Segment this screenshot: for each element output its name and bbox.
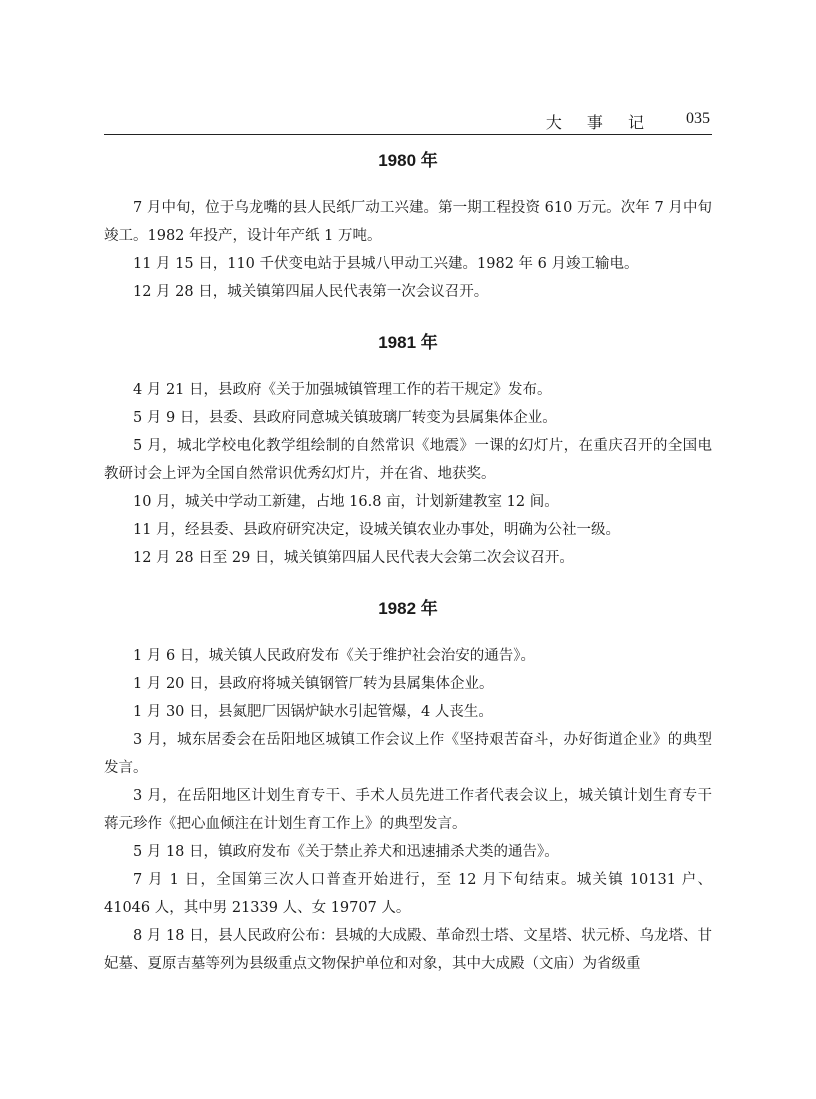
event-entry: 7 月中旬，位于乌龙嘴的县人民纸厂动工兴建。第一期工程投资 610 万元。次年 7 月中旬竣工。1982 年投产，设计年产纸 1 万吨。 — [104, 200, 712, 244]
event-entry: 8 月 18 日，县人民政府公布：县城的大成殿、革命烈士塔、文星塔、状元桥、乌龙塔、甘妃墓、夏原吉墓等列为县级重点文物保护单位和对象，其中大成殿（文庙）为省级重 — [104, 928, 712, 972]
event-entry: 1 月 30 日，县氮肥厂因锅炉缺水引起管爆，4 人丧生。 — [133, 704, 493, 720]
year-section-1981 — [104, 324, 712, 572]
event-entry: 12 月 28 日，城关镇第四届人民代表第一次会议召开。 — [133, 284, 489, 300]
event-entry: 5 月，城北学校电化教学组绘制的自然常识《地震》一课的幻灯片，在重庆召开的全国电教研讨会上评为全国自然常识优秀幻灯片，并在省、地获奖。 — [104, 438, 712, 482]
year-section-1980 — [104, 142, 712, 306]
page-number: 035 — [686, 110, 710, 127]
event-entry: 5 月 18 日，镇政府发布《关于禁止养犬和迅速捕杀犬类的通告》。 — [133, 844, 559, 860]
event-entry: 10 月，城关中学动工新建，占地 16.8 亩，计划新建教室 12 间。 — [133, 494, 559, 510]
year-heading: 1981 年 — [378, 333, 438, 352]
event-entry: 7 月 1 日，全国第三次人口普查开始进行，至 12 月下旬结束。城关镇 10131 户、41046 人，其中男 21339 人、女 19707 人。 — [104, 872, 712, 916]
section-gap — [104, 572, 712, 590]
event-entry: 4 月 21 日，县政府《关于加强城镇管理工作的若干规定》发布。 — [133, 382, 552, 398]
event-entry: 11 月 15 日，110 千伏变电站于县城八甲动工兴建。1982 年 6 月竣工输电。 — [133, 256, 639, 272]
event-entry: 1 月 20 日，县政府将城关镇钢管厂转为县属集体企业。 — [133, 676, 494, 692]
event-entry: 12 月 28 日至 29 日，城关镇第四届人民代表大会第二次会议召开。 — [133, 550, 574, 566]
event-entry: 3 月，在岳阳地区计划生育专干、手术人员先进工作者代表会议上，城关镇计划生育专干蒋元珍作《把心血倾注在计划生育工作上》的典型发言。 — [104, 788, 712, 832]
year-heading: 1982 年 — [378, 599, 438, 618]
event-entry: 11 月，经县委、县政府研究决定，设城关镇农业办事处，明确为公社一级。 — [133, 522, 621, 538]
event-entry: 1 月 6 日，城关镇人民政府发布《关于维护社会治安的通告》。 — [133, 648, 536, 664]
year-heading: 1980 年 — [378, 151, 438, 170]
running-header — [104, 108, 712, 135]
running-title: 大 事 记 — [545, 113, 654, 132]
event-entry: 5 月 9 日，县委、县政府同意城关镇玻璃厂转变为县属集体企业。 — [133, 410, 557, 426]
event-entry: 3 月，城东居委会在岳阳地区城镇工作会议上作《坚持艰苦奋斗，办好街道企业》的典型发言。 — [104, 732, 712, 776]
page-body — [104, 142, 712, 978]
year-section-1982 — [104, 590, 712, 978]
section-gap — [104, 306, 712, 324]
